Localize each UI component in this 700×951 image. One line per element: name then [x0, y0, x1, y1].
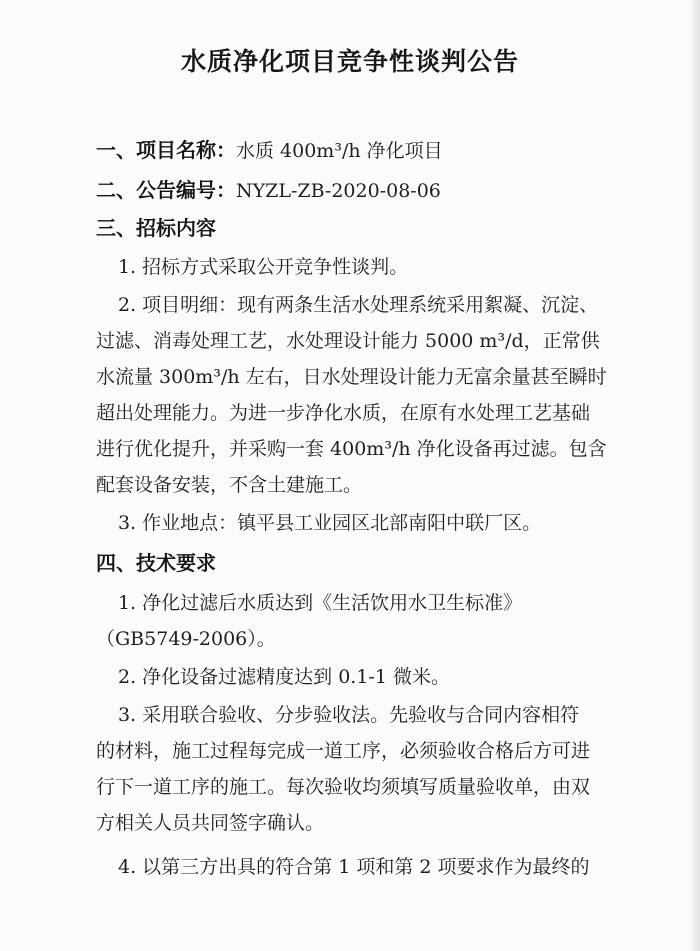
- paragraph-line: 3. 采用联合验收、分步验收法。先验收与合同内容相符: [118, 704, 580, 726]
- paragraph-line: 的材料，施工过程每完成一道工序，必须验收合格后方可进: [96, 740, 591, 762]
- section-heading-technical-requirements: 四、技术要求: [96, 551, 216, 575]
- paragraph-line: 行下一道工序的施工。每次验收均须填写质量验收单，由双: [96, 776, 591, 798]
- project-name-value: 水质 400m³/h 净化项目: [236, 140, 443, 162]
- section-heading-tender-content: 三、招标内容: [96, 216, 216, 240]
- project-name-line: [96, 134, 443, 163]
- announcement-number-line: [96, 174, 441, 203]
- paragraph-line: 水流量 300m³/h 左右，日水处理设计能力无富余量甚至瞬时: [96, 366, 607, 388]
- paragraph-line: 2. 净化设备过滤精度达到 0.1-1 微米。: [118, 666, 450, 688]
- paragraph-line: 过滤、消毒处理工艺，水处理设计能力 5000 m³/d，正常供: [96, 330, 600, 352]
- paragraph-line: 1. 招标方式采取公开竞争性谈判。: [118, 256, 409, 278]
- page-edge-shadow: [690, 0, 700, 951]
- announcement-number-label: 二、公告编号：: [96, 178, 236, 202]
- announcement-number-value: NYZL-ZB-2020-08-06: [236, 180, 441, 202]
- paragraph-line: 4. 以第三方出具的符合第 1 项和第 2 项要求作为最终的: [118, 856, 590, 878]
- document-title: 水质净化项目竞争性谈判公告: [180, 47, 519, 76]
- paragraph-line: 方相关人员共同签字确认。: [96, 812, 325, 834]
- paragraph-line: 3. 作业地点：镇平县工业园区北部南阳中联厂区。: [118, 512, 542, 534]
- paragraph-line: 1. 净化过滤后水质达到《生活饮用水卫生标准》: [118, 592, 523, 614]
- paragraph-line: 2. 项目明细：现有两条生活水处理系统采用絮凝、沉淀、: [118, 294, 599, 316]
- paragraph-line: （GB5749-2006）。: [96, 628, 276, 650]
- paragraph-line: 超出处理能力。为进一步净化水质，在原有水处理工艺基础: [96, 402, 591, 424]
- paragraph-line: 进行优化提升，并采购一套 400m³/h 净化设备再过滤。包含: [96, 438, 607, 460]
- project-name-label: 一、项目名称：: [96, 138, 236, 162]
- paragraph-line: 配套设备安装，不含土建施工。: [96, 474, 363, 496]
